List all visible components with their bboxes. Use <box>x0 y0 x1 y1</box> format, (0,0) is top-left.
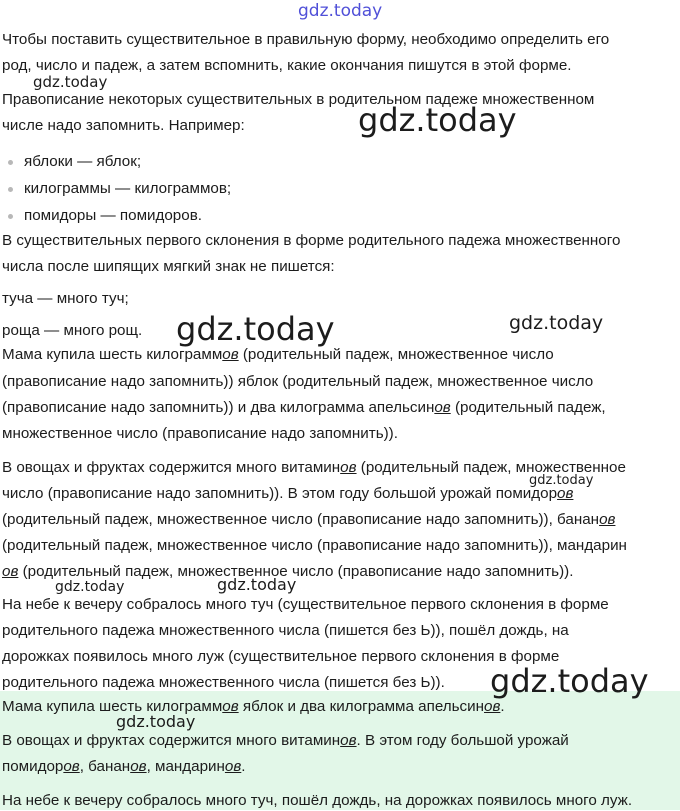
watermark: gdz.today <box>217 575 297 594</box>
example-item: яблоки — яблок; <box>24 153 142 170</box>
watermark: gdz.today <box>116 712 196 731</box>
answer-line <box>2 791 632 811</box>
example-item: помидоры — помидоров. <box>24 207 202 224</box>
watermark: gdz.today <box>509 312 604 334</box>
emphasized-ending: ов <box>130 758 147 775</box>
text-segment: В овощах и фруктах содержится много витамин <box>2 459 341 476</box>
analysis-line <box>2 398 606 418</box>
text-segment: (родительный падеж, множественное число <box>238 346 554 363</box>
text-segment: В овощах и фруктах содержится много витамин <box>2 732 341 749</box>
analysis-line <box>2 372 593 392</box>
text-segment: (родительный падеж, множественное число (правописание надо запомнить)). <box>18 563 574 580</box>
emphasized-ending: ов <box>434 399 451 416</box>
emphasized-ending: ов <box>224 758 242 775</box>
list-bullet <box>8 214 13 219</box>
rule-line: числе надо запомнить. Например: <box>2 117 245 134</box>
text-segment: (родительный падеж, множественное число (правописание надо запомнить)), мандарин <box>2 537 627 554</box>
emphasized-ending: ов <box>222 698 239 715</box>
analysis-line <box>2 621 569 641</box>
text-segment: На небе к вечеру собралось много туч, пошёл дождь, на дорожках появилось много луж. <box>2 792 633 809</box>
answer-line <box>2 697 505 717</box>
analysis-line <box>2 424 398 444</box>
analysis-line <box>2 536 627 556</box>
text-segment: дорожках появилось много луж (существительное первого склонения в форме <box>2 648 560 665</box>
emphasized-ending: ов <box>484 698 501 715</box>
text-segment: множественное число (правописание надо запомнить)). <box>2 425 398 442</box>
text-segment: На небе к вечеру собралось много туч (существительное первого склонения в форме <box>2 596 609 613</box>
analysis-line <box>2 484 573 504</box>
text-segment: яблок и два килограмма апельсин <box>238 698 485 715</box>
example-line: роща — много рощ. <box>2 322 143 339</box>
text-segment: (правописание надо запомнить)) и два килограмма апельсин <box>2 399 435 416</box>
analysis-line <box>2 345 554 365</box>
text-segment: Мама купила шесть килограмм <box>2 698 223 715</box>
watermark: gdz.today <box>298 1 383 21</box>
watermark: gdz.today <box>55 579 125 595</box>
text-segment: . <box>241 758 246 775</box>
rule-line: числа после шипящих мягкий знак не пишется: <box>2 258 335 275</box>
emphasized-ending: ов <box>557 485 574 502</box>
intro-line: род, число и падеж, а затем вспомнить, какие окончания пишутся в этой форме. <box>2 57 572 74</box>
text-segment: число (правописание надо запомнить)). В этом году большой урожай помидор <box>2 485 558 502</box>
text-segment: Мама купила шесть килограмм <box>2 346 223 363</box>
text-segment: . В этом году большой урожай <box>356 732 569 749</box>
text-segment: , банан <box>79 758 131 775</box>
answer-line <box>2 731 569 751</box>
watermark: gdz.today <box>490 662 649 700</box>
emphasized-ending: ов <box>222 346 239 363</box>
text-segment: родительного падежа множественного числа (пишется без Ь)), пошёл дождь, на <box>2 622 569 639</box>
example-item: килограммы — килограммов; <box>24 180 232 197</box>
text-segment: помидор <box>2 758 64 775</box>
watermark: gdz.today <box>176 310 335 348</box>
emphasized-ending: ов <box>2 563 19 580</box>
text-segment: (родительный падеж, множественное число (правописание надо запомнить)), банан <box>2 511 600 528</box>
emphasized-ending: ов <box>340 459 357 476</box>
watermark: gdz.today <box>33 73 108 91</box>
text-segment: (родительный падеж, множественное <box>356 459 626 476</box>
analysis-line <box>2 510 615 530</box>
list-bullet <box>8 160 13 165</box>
rule-line: Правописание некоторых существительных в родительном падеже множественном <box>2 91 595 108</box>
analysis-line <box>2 595 609 615</box>
text-segment: (родительный падеж, <box>450 399 606 416</box>
intro-line: Чтобы поставить существительное в правильную форму, необходимо определить его <box>2 31 610 48</box>
example-line: туча — много туч; <box>2 290 129 307</box>
text-segment: родительного падежа множественного числа (пишется без Ь)). <box>2 674 445 691</box>
watermark: gdz.today <box>529 473 594 488</box>
text-segment: . <box>500 698 505 715</box>
analysis-line <box>2 647 559 667</box>
answer-line <box>2 757 246 777</box>
text-segment: , мандарин <box>146 758 225 775</box>
watermark: gdz.today <box>358 101 517 139</box>
list-bullet <box>8 187 13 192</box>
emphasized-ending: ов <box>63 758 80 775</box>
emphasized-ending: ов <box>340 732 357 749</box>
text-segment: (правописание надо запомнить)) яблок (родительный падеж, множественное число <box>2 373 594 390</box>
emphasized-ending: ов <box>599 511 616 528</box>
analysis-line <box>2 673 445 693</box>
rule-line: В существительных первого склонения в форме родительного падежа множественного <box>2 232 621 249</box>
